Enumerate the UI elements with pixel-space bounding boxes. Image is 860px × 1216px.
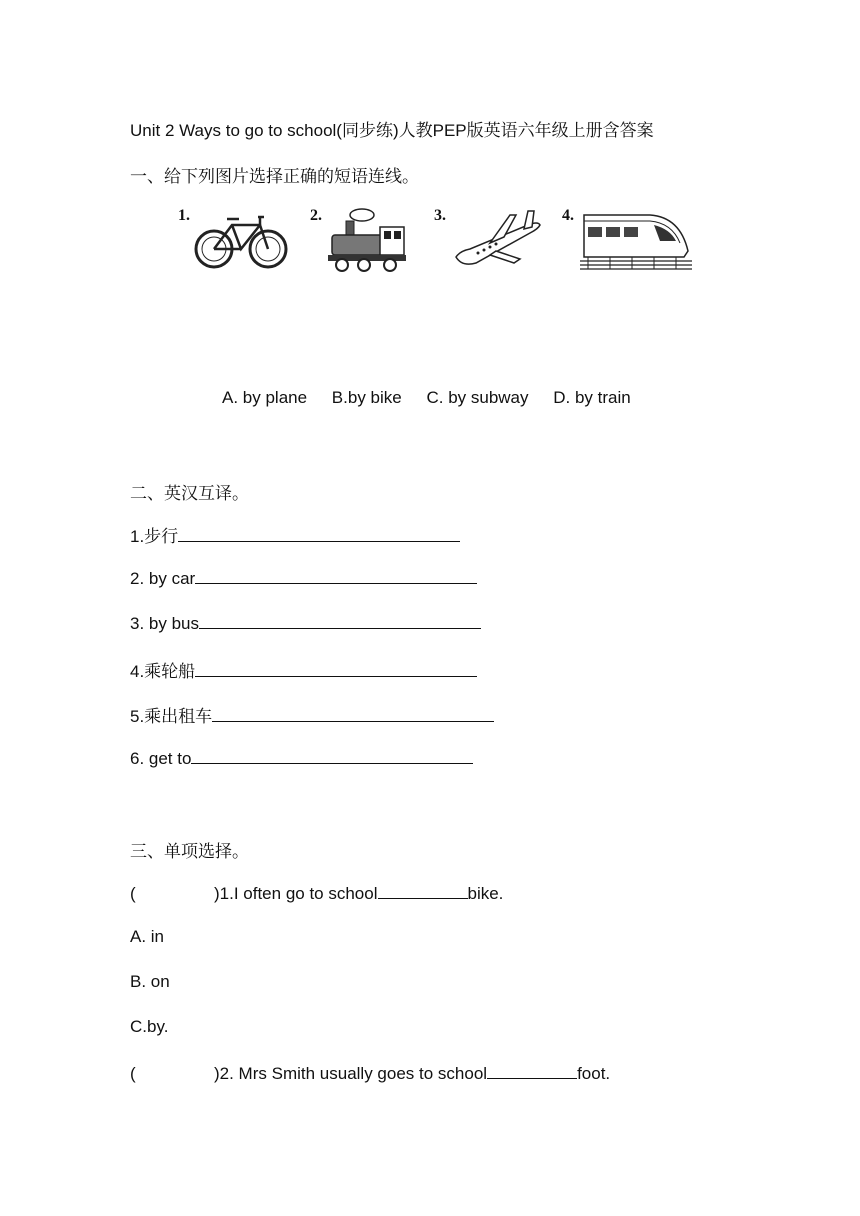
picture-number: 1.	[178, 207, 190, 224]
item-text: 1.步行	[130, 527, 179, 546]
translation-item	[130, 522, 460, 547]
answer-blank[interactable]	[178, 525, 460, 542]
answer-blank[interactable]	[195, 567, 477, 584]
option-d: D. by train	[553, 388, 631, 407]
item-text: 4.乘轮船	[130, 662, 196, 681]
translation-item	[130, 747, 473, 769]
item-text: 6. get to	[130, 749, 192, 768]
answer-blank[interactable]	[212, 705, 494, 722]
choice-c: C.by.	[130, 1017, 169, 1036]
section3-heading: 三、单项选择。	[130, 842, 249, 861]
steam-train-icon	[324, 207, 414, 275]
page-title: Unit 2 Ways to go to school(同步练)人教PEP版英语六年级上册含答案	[130, 121, 654, 140]
picture-row	[178, 205, 698, 280]
section1-heading: 一、给下列图片选择正确的短语连线。	[130, 167, 419, 186]
translation-item	[130, 612, 481, 634]
translation-item	[130, 567, 477, 589]
option-c: C. by subway	[426, 388, 529, 407]
item-text: 3. by bus	[130, 614, 199, 633]
answer-blank[interactable]	[487, 1062, 577, 1079]
answer-blank[interactable]	[195, 660, 477, 677]
section2-heading: 二、英汉互译。	[130, 484, 249, 503]
options-row	[222, 388, 651, 408]
question-1	[130, 882, 503, 904]
picture-number: 2.	[310, 207, 322, 224]
answer-blank[interactable]	[199, 612, 481, 629]
translation-item	[130, 702, 494, 727]
bicycle-icon	[194, 209, 289, 271]
picture-number: 3.	[434, 207, 446, 224]
question-text: )1.I often go to school	[214, 884, 378, 903]
question-text: )2. Mrs Smith usually goes to school	[214, 1064, 488, 1083]
translation-item	[130, 657, 477, 682]
question-tail: bike.	[467, 884, 504, 903]
option-a: A. by plane	[222, 388, 308, 407]
answer-blank[interactable]	[378, 882, 468, 899]
item-text: 5.乘出租车	[130, 707, 213, 726]
answer-blank[interactable]	[191, 747, 473, 764]
bullet-train-icon	[580, 207, 692, 271]
question-tail: foot.	[577, 1064, 611, 1083]
question-2	[130, 1062, 610, 1084]
plane-icon	[450, 207, 545, 269]
answer-paren[interactable]: (	[130, 884, 136, 903]
item-text: 2. by car	[130, 569, 196, 588]
choice-b: B. on	[130, 972, 170, 991]
picture-number: 4.	[562, 207, 574, 224]
option-b: B.by bike	[331, 388, 402, 407]
choice-a: A. in	[130, 927, 165, 946]
answer-paren[interactable]: (	[130, 1064, 136, 1083]
